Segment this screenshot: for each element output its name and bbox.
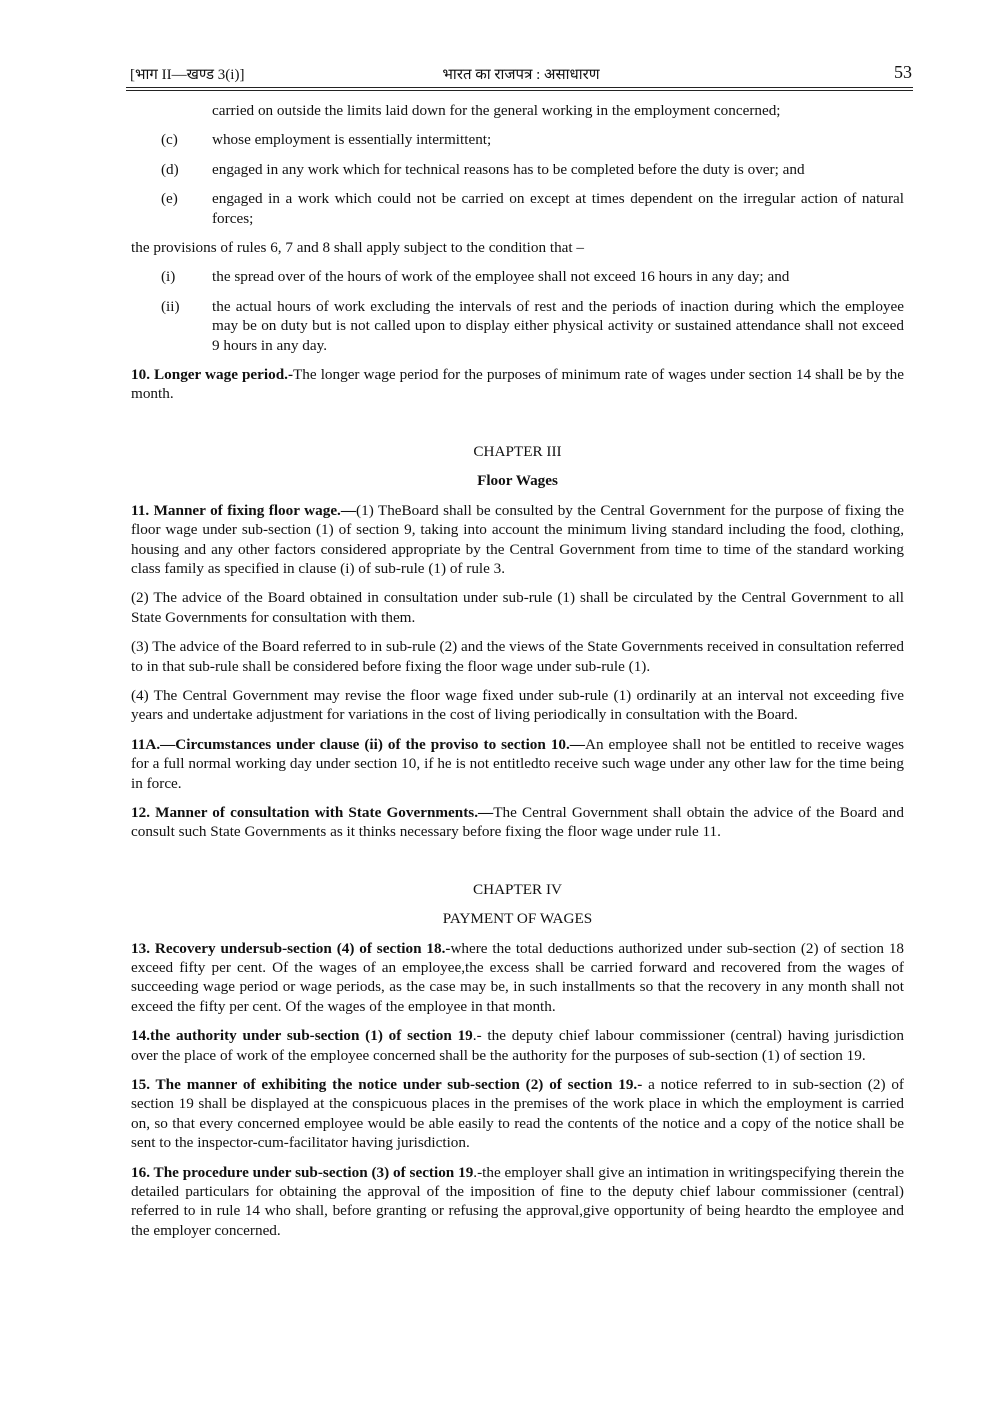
rule-11-para-2: (2) The advice of the Board obtained in consultation under sub-rule (1) shall be circulated by the Central Government to all State Governments for consultation with them.: [131, 589, 904, 626]
list-item-number: (e): [161, 190, 178, 208]
rule-16-heading: 16. The procedure under sub-section (3) of section 19: [131, 1163, 474, 1181]
list-item-number: (d): [161, 160, 179, 178]
rule-11-para-3: (3) The advice of the Board referred to in sub-rule (2) and the views of the State Governments received in consultation referred to in that sub-rule shall be considered before fixing the floor wage under sub-rule (1).: [131, 638, 904, 675]
rule-15: [131, 1075, 904, 1153]
rule-11a: [131, 735, 904, 793]
rule-11-para-4: (4) The Central Government may revise the floor wage fixed under sub-rule (1) ordinarily at an interval not exceeding five years and undertake adjustment for variations in the cost of living periodically in consultation with the Board.: [131, 686, 904, 724]
rule-12-text: The Central Government shall obtain the advice of the Board and consult such State Governments as it thinks necessary before fixing the floor wage under rule 11.: [131, 803, 904, 841]
page-body: [131, 101, 904, 1250]
continuation-text: carried on outside the limits laid down for the general working in the employment concerned;: [212, 102, 781, 119]
list-item: [131, 160, 904, 179]
list-item-number: (ii): [161, 297, 180, 315]
list-item: [131, 297, 904, 355]
page-number: 53: [894, 62, 912, 82]
list-item-text: whose employment is essentially intermittent;: [212, 131, 492, 149]
rule-16: [131, 1163, 904, 1241]
list-item-text: the spread over of the hours of work of the employee shall not exceed 16 hours in any day; and: [212, 268, 790, 286]
header-gazette-title: भारत का राजपत्र : असाधारण: [442, 67, 600, 83]
rule-13-heading: 13. Recovery undersub-section (4) of section 18.-: [131, 939, 451, 957]
rule-13-text: where the total deductions authorized under sub-section (2) of section 18 exceed fifty per cent. Of the wages of an employee,the excess shall be carried forward and recovered from the wages of succeeding wage period or wage periods, as the case may be, in such installments so that the recovery in any month shall not exceed the fifty per cent. Of the wages of the employee in that month.: [131, 939, 905, 1015]
rule-14-text: .- the deputy chief labour commissioner (central) having jurisdiction over the place of work of the employee concerned shall be the authority for the purposes of sub-section (1) of section 19.: [131, 1027, 904, 1064]
list-item: [131, 130, 904, 149]
rule-11-heading: 11. Manner of fixing floor wage.—: [131, 501, 357, 519]
rule-11-para-1: [131, 501, 904, 579]
list-item: [131, 189, 904, 228]
rule-11-text-1: (1) TheBoard shall be consulted by the Central Government for the purpose of fixing the floor wage under sub-section (1) of section 9, taking into account the minimum living standard including the food, clothing, housing and any other factors considered appropriate by the Central Government from time to time of the standard working class family as specified in clause (i) of sub-rule (1) of rule 3.: [131, 501, 904, 577]
chapter-4-label: CHAPTER IV: [472, 880, 563, 898]
chapter-3-label: CHAPTER III: [473, 442, 562, 460]
list-item-text: the actual hours of work excluding the intervals of rest and the periods of inaction during which the employee may be on duty but is not called upon to display either physical activity or sustained attendance shall not exceed 9 hours in any day.: [212, 297, 904, 354]
header-part-section: [भाग II—खण्ड 3(i)]: [130, 67, 245, 83]
list-item-number: (c): [161, 131, 178, 149]
page-header: [130, 62, 912, 84]
header-rule-top: [126, 87, 913, 88]
rule-13: [131, 939, 904, 1017]
list-item-text: engaged in any work which for technical reasons has to be completed before the duty is over; and: [212, 160, 805, 178]
list-item-text: engaged in a work which could not be carried on except at times dependent on the irregular action of natural forces;: [212, 190, 904, 227]
rule-12: [131, 803, 904, 842]
rule-10-heading: 10. Longer wage period.-: [131, 366, 294, 384]
header-rule-bottom: [126, 90, 913, 91]
rule-16-text: .-the employer shall give an intimation in writingspecifying therein the detailed particulars for obtaining the approval of the imposition of fine to the deputy chief labour commissioner (central) referred to in rule 14 who shall, before granting or refusing the approval,give opportunity of being heardto the employee and the employer concerned.: [131, 1163, 904, 1239]
chapter-3-title: Floor Wages: [477, 472, 558, 490]
list-item-number: (i): [161, 268, 176, 286]
rule-12-heading: 12. Manner of consultation with State Governments.—: [131, 803, 494, 821]
rule-10-text: The longer wage period for the purposes of minimum rate of wages under section 14 shall be by the month.: [131, 366, 904, 403]
rule-14: [131, 1026, 904, 1065]
rule-11a-text: An employee shall not be entitled to receive wages for a full normal working day under section 10, if he is not entitledto receive such wage under any other law for the time being in force.: [131, 735, 904, 792]
rule-15-heading: 15. The manner of exhibiting the notice under sub-section (2) of section 19.-: [131, 1076, 643, 1094]
chapter-4-title: PAYMENT OF WAGES: [442, 910, 593, 928]
rule-11a-heading: 11A.—Circumstances under clause (ii) of the proviso to section 10.—: [131, 735, 585, 753]
list-item: [131, 267, 904, 286]
rule-10: [131, 365, 904, 404]
rule-14-heading: 14.the authority under sub-section (1) of section 19: [131, 1027, 473, 1045]
rule-15-text: a notice referred to in sub-section (2) of section 19 shall be displayed at the conspicuous places in the premises of the work place in which the employment is carried on, so that every concerned employee would be able easily to read the contents of the notice and a copy of the notice shall be sent to the inspector-cum-facilitator having jurisdiction.: [131, 1076, 904, 1152]
proviso-intro: the provisions of rules 6, 7 and 8 shall apply subject to the condition that –: [131, 239, 585, 257]
